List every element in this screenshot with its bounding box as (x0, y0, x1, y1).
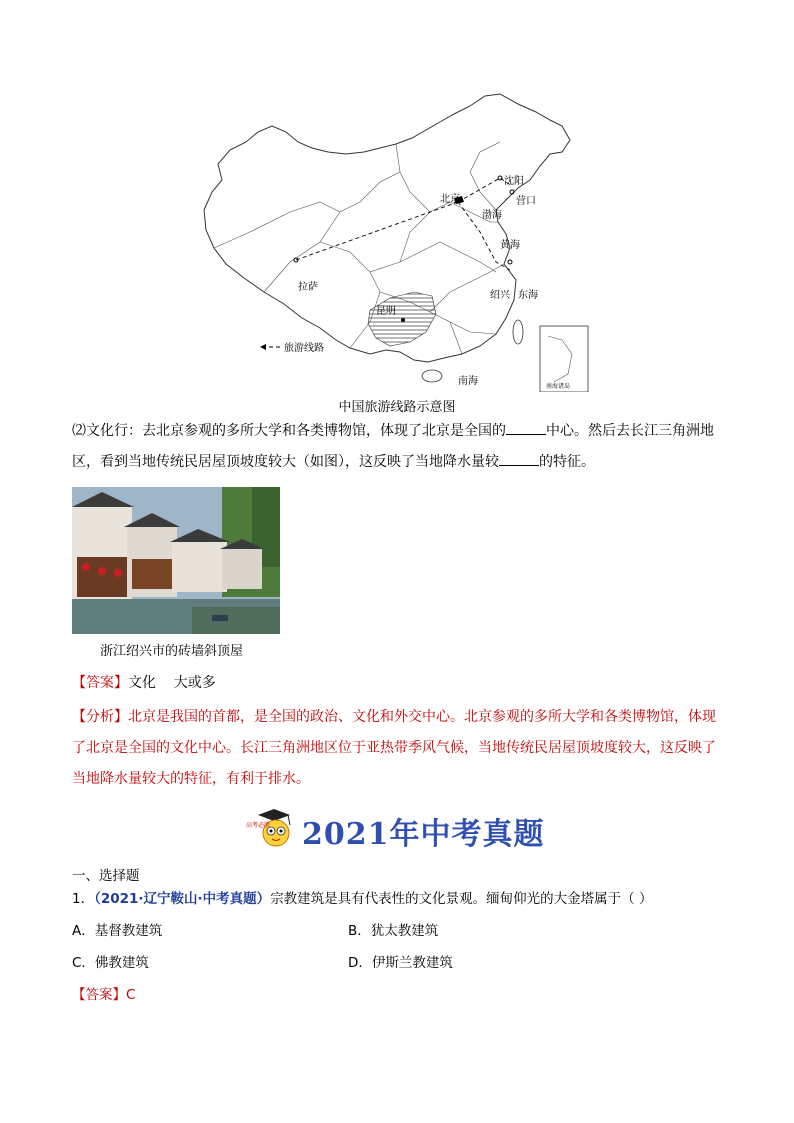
question-1-source: （2021·辽宁鞍山·中考真题） (94, 891, 271, 907)
analysis-line-1: 北京是我国的首都，是全国的政治、文化和外交中心。北京参观的多所大学和各类博物馆，体现 (128, 709, 716, 725)
map-caption: 中国旅游线路示意图 (338, 400, 456, 415)
label-beijing: 北京 (440, 194, 460, 205)
label-huanghai: 黄海 (500, 240, 520, 251)
answer-blank-2 (499, 451, 539, 466)
map-legend (260, 341, 324, 354)
question-1-number: 1． (72, 891, 95, 907)
answer-text: 文化 大或多 (128, 675, 216, 691)
province-boundaries (214, 142, 504, 354)
taiwan-island (513, 320, 523, 344)
section-title: 2021年中考真题 (302, 817, 545, 852)
question-2-line-1: ⑵文化行：去北京参观的多所大学和各类博物馆，体现了北京是全国的 中心。然后去长江三角洲地 (72, 416, 724, 447)
option-d: D．伊斯兰教建筑 (348, 955, 453, 971)
label-nanhai: 南海 (458, 376, 478, 387)
shaoxing-houses-photo (72, 487, 280, 634)
analysis-block (72, 702, 724, 795)
question-1-text: 宗教建筑是具有代表性的文化景观。缅甸仰光的大金塔属于（ ） (270, 891, 653, 907)
question-1-stem (72, 887, 652, 907)
question-1-answer-label: 【答案】 (72, 987, 126, 1003)
option-a: A．基督教建筑 (72, 923, 163, 939)
question-1-answer (72, 983, 135, 1003)
section-title-banner (240, 805, 560, 853)
inset-label: 南海诸岛 (546, 383, 571, 390)
answer-blank-1 (506, 420, 546, 435)
label-shaoxing: 绍兴 (490, 290, 510, 301)
label-donghai: 东海 (518, 290, 538, 301)
mascot-logo-icon (244, 805, 302, 853)
analysis-line-3: 当地降水量较大的特征，有利于排水。 (72, 771, 310, 787)
question-1-answer-value: C (126, 987, 136, 1003)
label-lasa: 拉萨 (298, 282, 318, 293)
question-2-text (72, 416, 724, 478)
question-2-line-2: 区，看到当地传统民居屋顶坡度较大（如图），这反映了当地降水量较 的特征。 (72, 447, 724, 478)
china-travel-route-map (200, 92, 600, 392)
label-bohai: 渤海 (482, 210, 502, 221)
analysis-label: 【分析】 (72, 709, 128, 725)
label-shenyang: 沈阳 (504, 176, 524, 187)
analysis-line-2: 了北京是全国的文化中心。长江三角洲地区位于亚热带季风气候，当地传统民居屋顶坡度较大，这反映了 (72, 740, 716, 756)
answer-block (72, 668, 724, 699)
svg-text:高考必胜: 高考必胜 (246, 822, 271, 829)
label-yingkou: 营口 (516, 196, 536, 207)
svg-text:旅游线路: 旅游线路 (284, 343, 324, 354)
hainan-island (422, 370, 442, 382)
option-b: B．犹太教建筑 (348, 923, 439, 939)
photo-caption: 浙江绍兴市的砖墙斜顶屋 (100, 644, 244, 659)
part-heading: 一、选择题 (72, 868, 140, 884)
label-kunming: 昆明 (376, 306, 396, 317)
option-c: C．佛教建筑 (72, 955, 149, 971)
answer-label: 【答案】 (72, 675, 128, 691)
